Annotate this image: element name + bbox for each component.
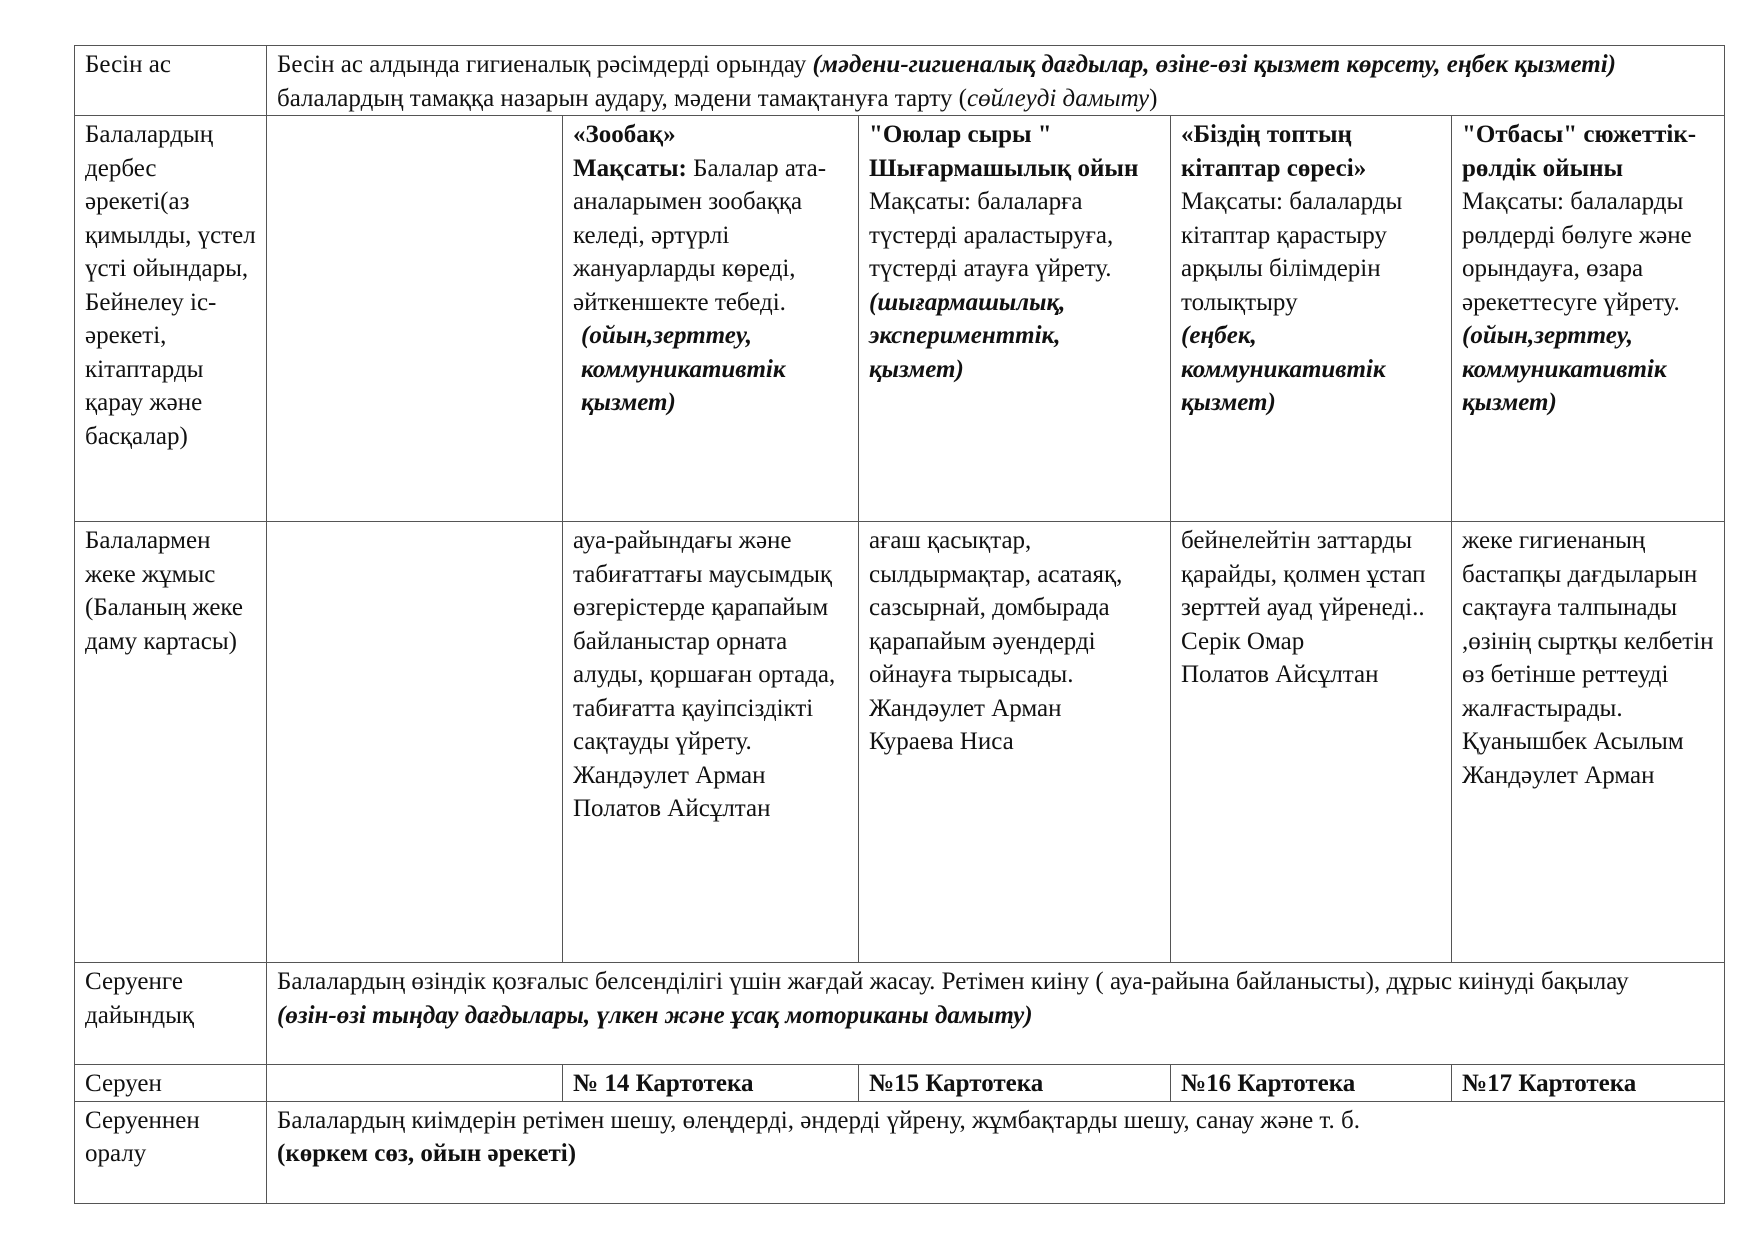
individual-1-text: ауа-райындағы және табиғаттағы маусымдық өзгерістерде қарапайым байланыстар орната алуды, қоршаған ортада, табиғатта қауіпсіздікті сақтауды үйрету. [573,527,836,755]
lunch-description [267,46,1725,116]
individual-col-2 [859,522,1171,963]
row-walk [75,1065,1725,1102]
return-label: Серуеннен оралу [85,1106,200,1167]
lunch-text-continued: балалардың тамаққа назарын аудару, мәдени тамақтануға тарту ( [277,84,967,112]
walk-col-4 [1452,1065,1725,1102]
independent-empty-cell [267,116,563,522]
walk-empty-cell [267,1065,563,1102]
lunch-skills: (мәдени-гигиеналық дағдылар, өзіне-өзі қызмет көрсету, еңбек қызметі) [812,51,1616,78]
individual-3-text: бейнелейтін заттарды қарайды, қолмен ұстап зерттей ауад үйренеді.. [1181,527,1426,621]
row-label-independent [75,116,267,522]
bookshelf-activity: (еңбек, коммуникативтік қызмет) [1181,322,1386,416]
lunch-label: Бесін ас [85,51,171,78]
zoo-activity: (ойын,зерттеу, коммуникативтік қызмет) [581,322,786,416]
individual-1-child-2: Полатов Айсұлтан [573,795,771,822]
walk-card-16: №16 Картотека [1181,1070,1356,1097]
zoo-goal-text: Балалар ата-аналарымен зообаққа келеді, әртүрлі жануарларды көреді, әйткеншекте тебеді. [573,154,827,316]
walk-col-1 [563,1065,859,1102]
individual-2-child-2: Кураева Ниса [869,728,1014,755]
independent-col-3 [1171,116,1452,522]
patterns-activity: (шығармашылық, эксперименттік, қызмет) [869,288,1066,383]
walk-col-2 [859,1065,1171,1102]
patterns-title: "Оюлар сыры " Шығармашылық ойын [869,121,1139,182]
individual-2-child-1: Жандәулет Арман [869,694,1062,722]
individual-4-child-2: Жандәулет Арман [1462,761,1655,789]
bookshelf-goal: Мақсаты: балаларды кітаптар қарастыру арқылы білімдерін толықтыру [1181,188,1403,316]
walk-prep-text: Балалардың өзіндік қозғалыс белсенділігі үшін жағдай жасау. Ретімен киіну ( ауа-райына байланысты), дұрыс киінуді бақылау [277,968,1629,995]
schedule-table [74,45,1725,1204]
return-description [267,1101,1725,1203]
individual-3-child-2: Полатов Айсұлтан [1181,661,1379,688]
row-lunch [75,46,1725,116]
walk-prep-description [267,963,1725,1065]
individual-empty-cell [267,522,563,963]
individual-4-child-1: Қуанышбек Асылым [1462,728,1684,755]
row-walk-prep [75,963,1725,1065]
independent-label: Балалардың дербес әрекеті(аз қимылды, үстел үсті ойындары, Бейнелеу іс-әрекеті, кітаптарды қарау және басқалар) [85,121,256,450]
independent-col-1 [563,116,859,522]
zoo-goal-label: Мақсаты: [573,154,687,182]
return-activity: (көркем сөз, ойын әрекеті) [277,1140,577,1167]
walk-label: Серуен [85,1070,162,1097]
patterns-goal: Мақсаты: балаларға түстерді араластыруға, түстерді атауға үйрету. [869,188,1114,282]
individual-col-1 [563,522,859,963]
row-return [75,1101,1725,1203]
individual-4-text: жеке гигиенаның бастапқы дағдыларын сақтауға талпынады ,өзінің сыртқы келбетін өз бетінше реттеуді жалғастырады. [1462,527,1714,722]
individual-col-3 [1171,522,1452,963]
family-goal: Мақсаты: балаларды рөлдерді бөлуге және орындауға, өзара әрекеттесуге үйрету. [1462,188,1692,316]
family-activity: (ойын,зерттеу, коммуникативтік қызмет) [1462,322,1667,416]
individual-1-child-1: Жандәулет Арман [573,761,766,789]
return-text: Балалардың киімдерін ретімен шешу, өлеңдерді, әндерді үйрену, жұмбақтарды шешу, санау және т. б. [277,1106,1360,1134]
row-label-lunch [75,46,267,116]
row-individual-work [75,522,1725,963]
individual-col-4 [1452,522,1725,963]
independent-col-4 [1452,116,1725,522]
family-title: "Отбасы" сюжеттік-рөлдік ойыны [1462,121,1697,182]
walk-card-15: №15 Картотека [869,1070,1044,1097]
individual-3-child-1: Серік Омар [1181,627,1305,655]
walk-card-17: №17 Картотека [1462,1070,1637,1097]
walk-col-3 [1171,1065,1452,1102]
row-label-walk-prep [75,963,267,1065]
individual-2-text: ағаш қасықтар, сылдырмақтар, асатаяқ, сазсырнай, домбырада қарапайым әуендерді ойнауға тырысады. [869,527,1123,688]
independent-col-2 [859,116,1171,522]
walk-prep-label: Серуенге дайындық [85,968,195,1029]
individual-label: Балалармен жеке жұмыс (Баланың жеке даму картасы) [85,527,244,655]
row-label-return [75,1101,267,1203]
lunch-speech-note: сөйлеуді дамыту [966,84,1150,112]
walk-prep-activity: (өзін-өзі тыңдау дағдылары, үлкен және ұсақ моториканы дамыту) [277,1001,1033,1029]
row-independent-activity [75,116,1725,522]
walk-card-14: № 14 Картотека [573,1070,754,1097]
zoo-title: «Зообақ» [573,121,676,148]
row-label-walk [75,1065,267,1102]
bookshelf-title: «Біздің топтың кітаптар сөресі» [1181,121,1367,182]
lunch-text: Бесін ас алдында гигиеналық рәсімдерді орындау [277,51,813,78]
row-label-individual [75,522,267,963]
lunch-close-paren: ) [1149,84,1158,112]
